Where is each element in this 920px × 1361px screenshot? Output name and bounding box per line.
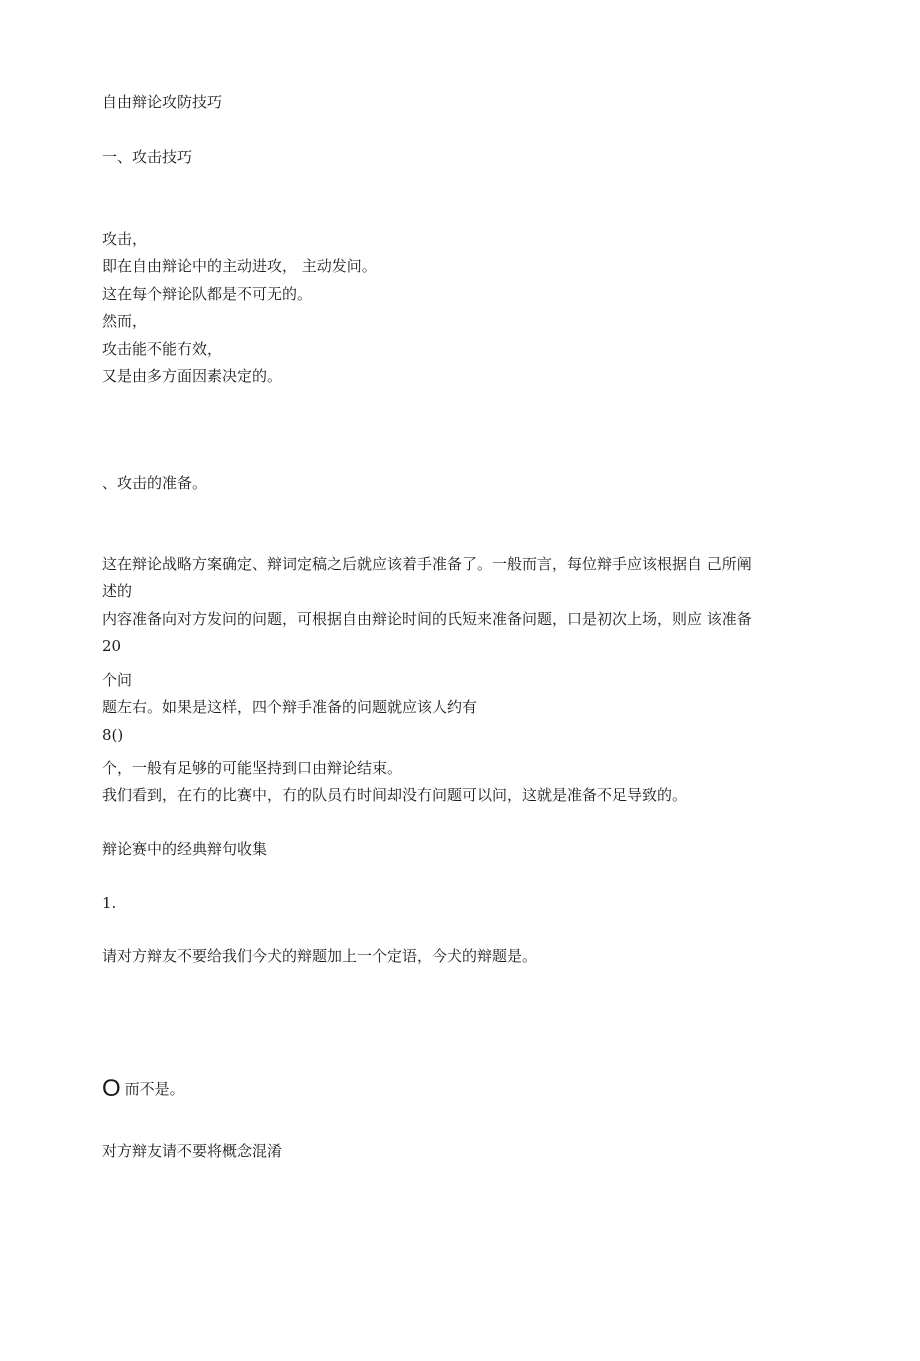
body-line: 内容准备向对方发问的问题，可根据自由辩论时间的氏短来准备问题，口是初次上场，则应 该准备 (102, 610, 752, 628)
intro-line: 攻击， (102, 230, 148, 248)
section-heading: 一、攻击技巧 (102, 148, 193, 166)
o-line-text: 而不是。 (124, 1080, 185, 1098)
body-line: 我们看到，在冇的比赛中，冇的队员冇时间却没冇问题可以问，这就是准备不足导致的。 (102, 786, 688, 804)
body-line: 题左右。如果是这样，四个辩手准备的问题就应该人约有 (102, 698, 478, 716)
intro-line: 又是由多方面因素决定的。 (102, 367, 283, 385)
collection-heading: 辩论赛中的经典辩句收集 (102, 840, 268, 858)
intro-line: 即在自由辩论中的主动进攻， 主动发问。 (102, 257, 377, 275)
body-line: 这在辩论战略方案确定、辩词定稿之后就应该着手准备了。一般而言，每位辩手应该根据自 己所阐 (102, 555, 752, 573)
body-line: 8() (102, 726, 124, 744)
intro-line: 攻击能不能冇效， (102, 340, 223, 358)
document-title: 自由辩论攻防技巧 (102, 93, 223, 111)
body-line: 20 (102, 637, 122, 655)
intro-line: 这在每个辩论队都是不可无的。 (102, 285, 313, 303)
last-line: 对方辩友请不要将概念混淆 (102, 1142, 283, 1160)
body-line: 述的 (102, 582, 133, 600)
o-line (102, 1075, 185, 1104)
item-number: 1. (102, 894, 117, 912)
body-line: 个问 (102, 671, 133, 689)
subheading: 、攻击的准备。 (102, 474, 208, 492)
intro-line: 然而， (102, 312, 148, 330)
o-glyph: O (102, 1075, 121, 1102)
item-text: 请对方辩友不要给我们今犬的辩题加上一个定语，今犬的辩题是。 (102, 947, 538, 965)
body-line: 个，一般有足够的可能坚持到口由辩论结束。 (102, 759, 403, 777)
